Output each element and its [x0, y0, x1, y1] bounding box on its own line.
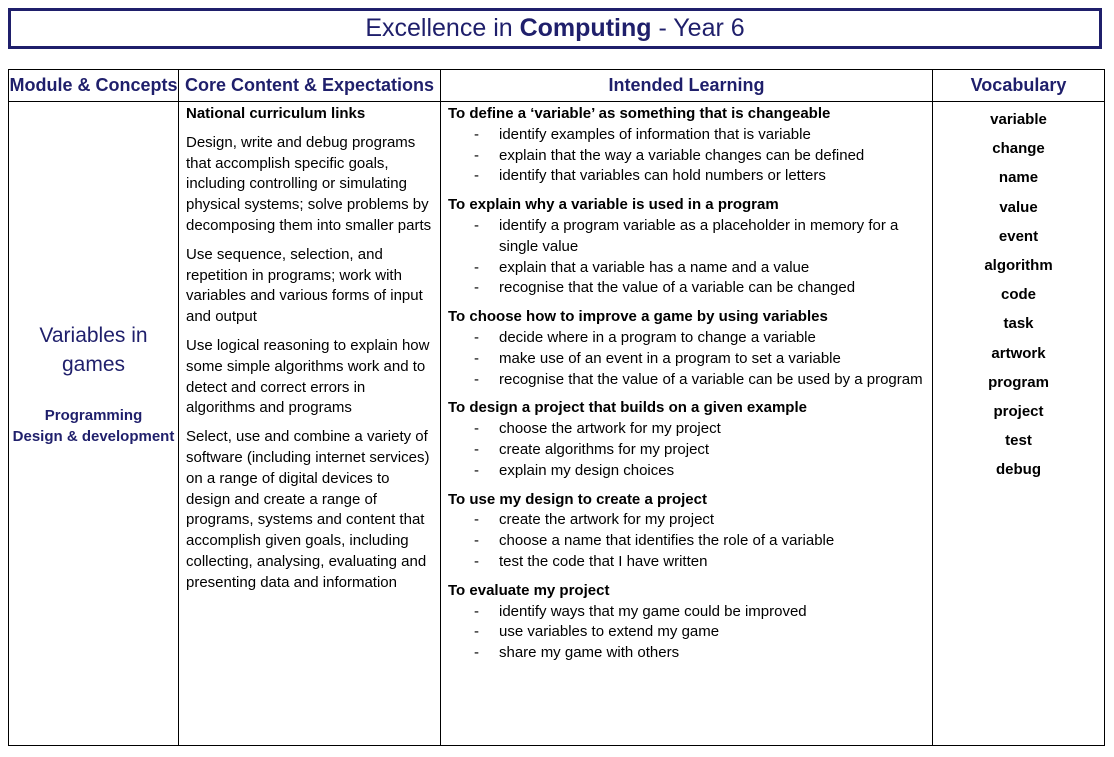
- core-heading: National curriculum links: [186, 105, 366, 122]
- objective-item: [448, 349, 926, 370]
- objective-item-text: explain my design choices: [499, 461, 675, 479]
- objective-item-text: identify that variables can hold numbers or letters: [499, 167, 826, 185]
- title-suffix: - Year 6: [651, 14, 745, 42]
- objective-item-text: recognise that the value of a variable can be changed: [499, 279, 856, 297]
- learning-objective: [448, 307, 926, 390]
- objective-item: [448, 328, 926, 349]
- objective-list: [448, 510, 926, 572]
- vocabulary-list: [933, 105, 1104, 484]
- page-title: [8, 8, 1102, 49]
- objective-item-text: decide where in a program to change a variable: [499, 328, 816, 346]
- objective-item: [448, 552, 926, 573]
- objective-item: [448, 622, 926, 643]
- objective-title: To explain why a variable is used in a program: [448, 196, 779, 214]
- vocabulary-word: name: [998, 169, 1039, 187]
- objective-item-text: identify examples of information that is variable: [499, 125, 811, 143]
- objective-item: [448, 510, 926, 531]
- objective-title: To evaluate my project: [448, 581, 610, 599]
- vocabulary-word: algorithm: [984, 256, 1053, 274]
- vocabulary-word: value: [999, 198, 1038, 216]
- objective-list: [448, 216, 926, 299]
- dash-bullet: -: [474, 420, 479, 438]
- objective-list: [448, 419, 926, 481]
- objective-item-text: recognise that the value of a variable can be used by a program: [499, 370, 923, 388]
- vocabulary-word: variable: [990, 111, 1047, 128]
- vocabulary-cell: [933, 102, 1105, 746]
- dash-bullet: -: [474, 349, 479, 367]
- module-title-line: Variables in: [39, 323, 148, 347]
- dash-bullet: -: [474, 552, 479, 570]
- objective-item-text: explain that the way a variable changes can be defined: [499, 146, 865, 164]
- objective-title: To use my design to create a project: [448, 490, 707, 508]
- objective-item: [448, 461, 926, 482]
- vocabulary-word: program: [988, 373, 1049, 391]
- dash-bullet: -: [474, 644, 479, 662]
- module-strand-line: Programming: [44, 406, 143, 424]
- module-title: [9, 321, 178, 379]
- dash-bullet: -: [474, 216, 479, 234]
- dash-bullet: -: [474, 146, 479, 164]
- dash-bullet: -: [474, 328, 479, 346]
- core-paragraph: Design, write and debug programs that accomplish specific goals, including controlling or simulating physical systems; solve problems by decomposing them into smaller parts: [186, 133, 432, 234]
- header-learning: Intended Learning: [441, 70, 933, 102]
- vocabulary-word: code: [1000, 286, 1036, 304]
- learning-objective: [448, 490, 926, 573]
- objective-list: [448, 125, 926, 187]
- dash-bullet: -: [474, 511, 479, 529]
- vocabulary-word: change: [992, 140, 1045, 158]
- dash-bullet: -: [474, 167, 479, 185]
- core-paragraph: Select, use and combine a variety of software (including internet services) on a range of digital devices to design and create a range of programs, systems and content that accomplish given goals, including collecting, analysing, evaluating and presenting data and information: [186, 428, 430, 591]
- objective-item: [448, 146, 926, 167]
- objective-item: [448, 258, 926, 279]
- core-paragraph: Use sequence, selection, and repetition in programs; work with variables and various forms of input and output: [186, 245, 423, 326]
- vocabulary-word: project: [993, 402, 1044, 420]
- core-cell: [179, 102, 441, 746]
- objective-item: [448, 370, 926, 391]
- objective-item-text: make use of an event in a program to set a variable: [499, 349, 841, 367]
- vocabulary-word: task: [1003, 315, 1034, 333]
- module-title-line: games: [61, 352, 126, 376]
- title-prefix: Excellence in: [365, 14, 520, 42]
- objective-item-text: test the code that I have written: [499, 552, 708, 570]
- objective-list: [448, 602, 926, 664]
- vocabulary-word: event: [998, 227, 1039, 245]
- objective-list: [448, 328, 926, 390]
- core-paragraph: Use logical reasoning to explain how some simple algorithms work and to detect and correct errors in algorithms and programs: [186, 336, 430, 417]
- vocabulary-word: artwork: [991, 344, 1046, 362]
- objective-title: To choose how to improve a game by using variables: [448, 308, 828, 326]
- dash-bullet: -: [474, 602, 479, 620]
- objective-item: [448, 602, 926, 623]
- objective-item-text: create algorithms for my project: [499, 440, 710, 458]
- dash-bullet: -: [474, 440, 479, 458]
- objective-item-text: choose a name that identifies the role of a variable: [499, 532, 835, 550]
- objective-item: [448, 531, 926, 552]
- header-vocab: Vocabulary: [933, 70, 1105, 102]
- vocabulary-word: test: [1005, 432, 1032, 450]
- dash-bullet: -: [474, 258, 479, 276]
- objective-item-text: use variables to extend my game: [499, 623, 720, 641]
- objective-item: [448, 166, 926, 187]
- header-module: Module & Concepts: [9, 70, 179, 102]
- learning-objective: [448, 195, 926, 299]
- module-cell: [9, 102, 179, 746]
- module-strand-line: Design & development: [12, 427, 175, 445]
- learning-objective: [448, 581, 926, 664]
- objective-item: [448, 125, 926, 146]
- vocabulary-word: debug: [996, 461, 1041, 479]
- header-row: [9, 70, 1105, 102]
- objective-item-text: create the artwork for my project: [499, 511, 715, 529]
- objective-item-text: identify a program variable as a placeholder in memory for a single value: [499, 216, 899, 255]
- learning-objective: [448, 398, 926, 481]
- objective-item-text: share my game with others: [499, 644, 680, 662]
- objective-item-text: explain that a variable has a name and a value: [499, 258, 810, 276]
- content-row: [9, 102, 1105, 746]
- objective-item: [448, 419, 926, 440]
- dash-bullet: -: [474, 125, 479, 143]
- objective-title: To design a project that builds on a given example: [448, 399, 807, 417]
- module-strand: [9, 405, 178, 447]
- curriculum-table: [8, 69, 1105, 746]
- objective-item-text: choose the artwork for my project: [499, 420, 721, 438]
- header-core: Core Content & Expectations: [179, 70, 441, 102]
- dash-bullet: -: [474, 370, 479, 388]
- dash-bullet: -: [474, 461, 479, 479]
- objective-item: [448, 440, 926, 461]
- dash-bullet: -: [474, 532, 479, 550]
- objective-item-text: identify ways that my game could be improved: [499, 602, 807, 620]
- learning-cell: [441, 102, 933, 746]
- learning-objective: [448, 104, 926, 187]
- objective-item: [448, 278, 926, 299]
- dash-bullet: -: [474, 623, 479, 641]
- objective-title: To define a ‘variable’ as something that is changeable: [448, 105, 831, 122]
- objective-item: [448, 643, 926, 664]
- objective-item: [448, 216, 926, 258]
- dash-bullet: -: [474, 279, 479, 297]
- title-bold: Computing: [519, 14, 652, 42]
